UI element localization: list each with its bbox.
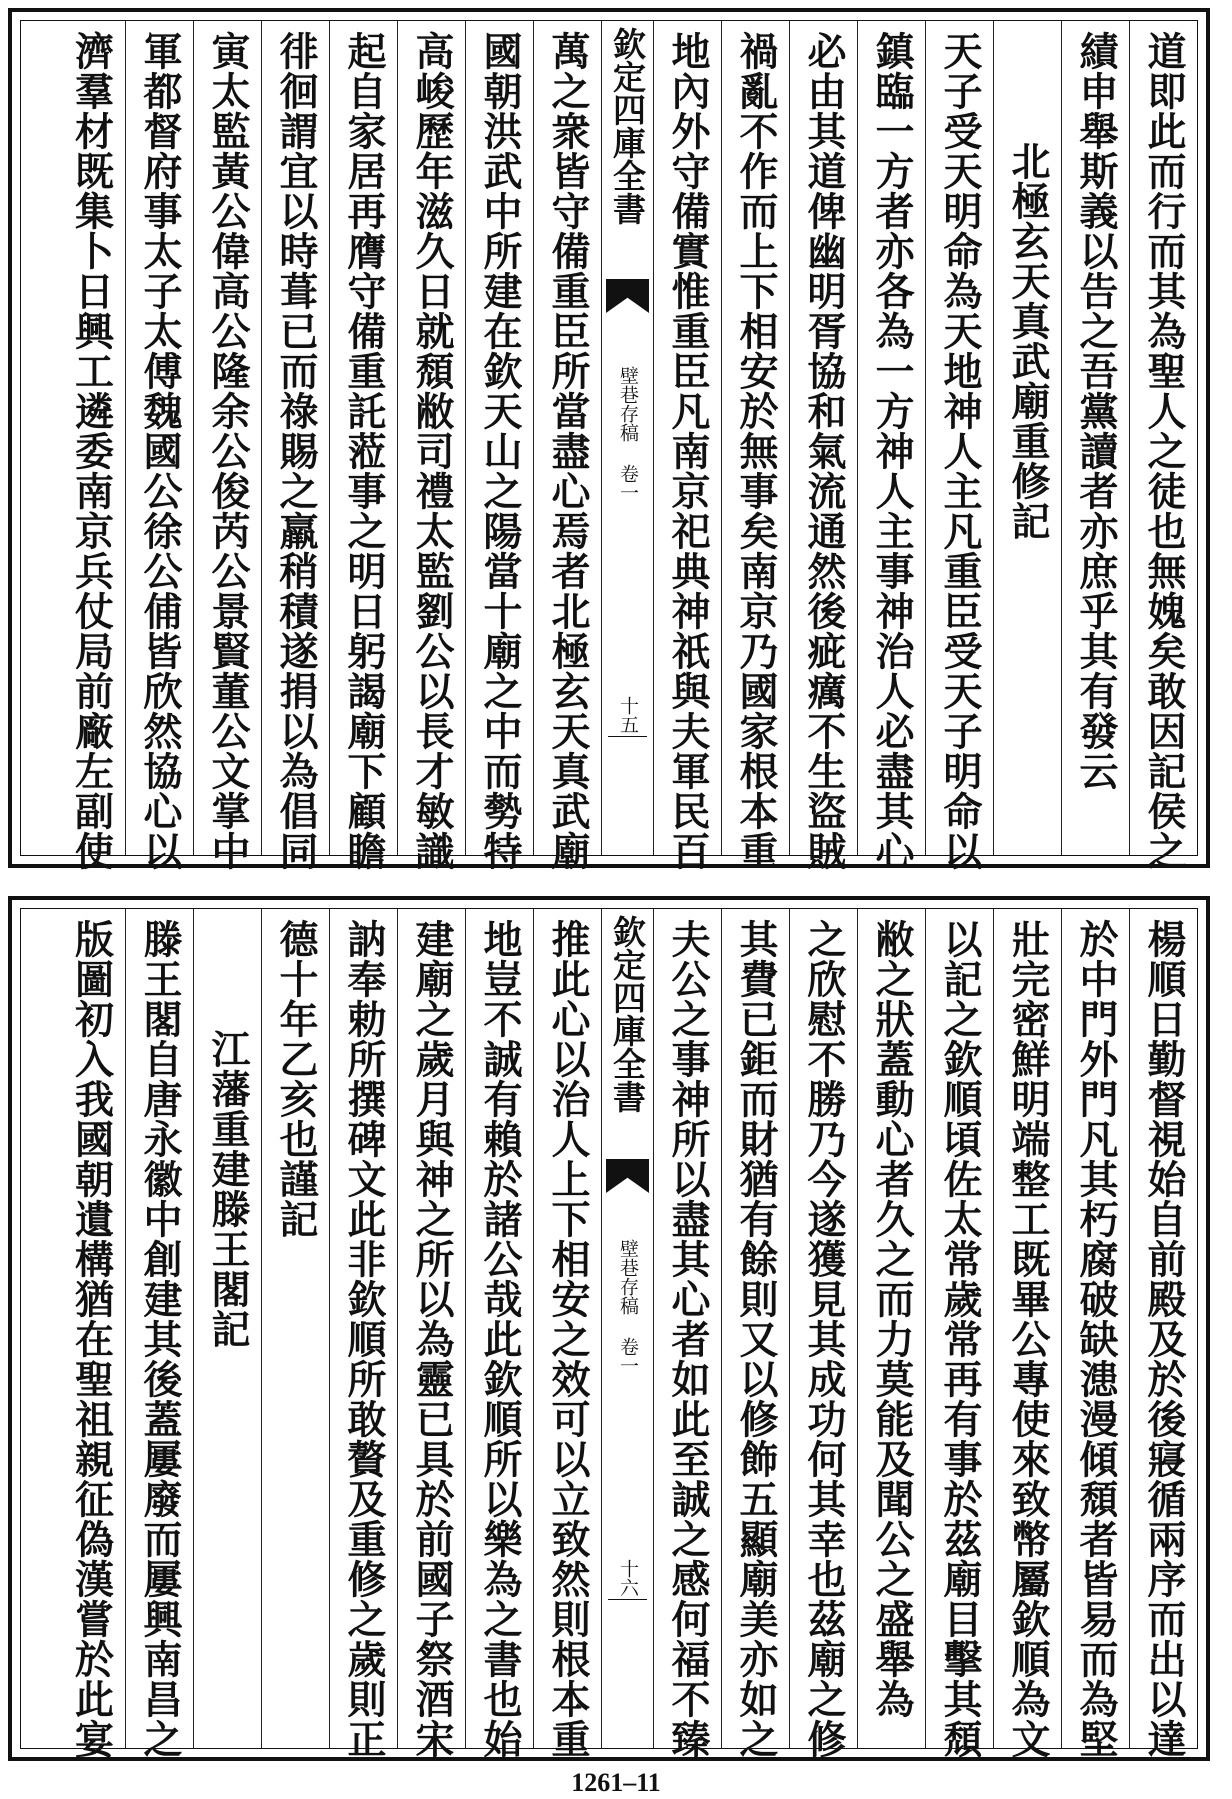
column-text: 訥奉勅所撰碑文此非欽順所敢贅及重修之歲則正 <box>341 919 387 1759</box>
column-text: 徘徊謂宜以時葺已而祿賜之羸稍積遂捐以為倡同 <box>273 31 319 871</box>
column-text: 德十年乙亥也謹記 <box>273 919 319 1239</box>
column-text: 夫公之事神所以盡其心者如此至誠之感何福不臻 <box>665 919 711 1759</box>
text-column <box>57 21 125 871</box>
bottom-page-frame <box>20 908 1198 1759</box>
column-text: 軍都督府事太子太傅魏國公徐公俌皆欣然協心以 <box>137 31 183 871</box>
column-text: 天子受天明命為天地神人主凡重臣受天子明命以 <box>937 31 983 871</box>
column-text: 推此心以治人上下相安之效可以立致然則根本重 <box>545 919 591 1759</box>
text-column <box>857 21 925 871</box>
text-column <box>925 909 993 1759</box>
column-text: 版圖初入我國朝遺構猶在聖祖親征偽漢嘗於此宴 <box>68 919 115 1759</box>
text-column <box>653 909 721 1759</box>
column-text: 績申舉斯義以告之吾黨讀者亦庶乎其有發云 <box>1073 31 1119 791</box>
column-text: 滕王閣自唐永徽中創建其後蓋屢廢而屢興南昌之 <box>137 919 183 1759</box>
text-column <box>125 21 193 871</box>
column-text: 禍亂不作而上下相安於無事矣南京乃國家根本重 <box>733 31 779 871</box>
text-column <box>1061 909 1129 1759</box>
volume-label: 壁巷存稿 卷一 <box>617 1239 639 1375</box>
column-text: 地豈不誠有賴於諸公哉此欽順所以樂為之書也始 <box>477 919 523 1759</box>
top-page <box>8 8 1210 871</box>
fold-rule <box>608 1599 647 1600</box>
text-column <box>1129 21 1197 871</box>
column-text: 以記之欽順頃佐太常歲常再有事於茲廟目擊其頹 <box>937 919 983 1759</box>
text-column <box>533 909 601 1759</box>
column-text: 起自家居再膺守備重託蒞事之明日躬謁廟下顧瞻 <box>341 31 387 871</box>
text-column <box>397 21 465 871</box>
text-column <box>789 21 857 871</box>
column-text: 國朝洪武中所建在欽天山之陽當十廟之中而勢特 <box>477 31 523 871</box>
text-column <box>653 21 721 871</box>
text-column <box>721 21 789 871</box>
text-column <box>1129 909 1197 1759</box>
section-title-column <box>193 909 261 1748</box>
text-column <box>261 909 329 1748</box>
page-number: 十五 <box>617 696 639 734</box>
column-text: 壯完密鮮明端整工既畢公專使來致幣屬欽順為文 <box>1005 919 1051 1759</box>
text-column <box>125 909 193 1759</box>
text-column <box>1061 21 1129 855</box>
text-column <box>397 909 465 1759</box>
column-text: 敝之狀蓋動心者久之而力莫能及聞公之盛舉為 <box>869 919 915 1719</box>
top-page-frame <box>20 20 1198 871</box>
text-column <box>57 909 125 1759</box>
center-fold <box>601 909 653 1748</box>
text-column <box>533 21 601 871</box>
text-column <box>329 909 397 1759</box>
text-column <box>857 909 925 1748</box>
column-text: 萬之衆皆守備重臣所當盡心焉者北極玄天真武廟 <box>545 31 591 871</box>
column-text: 濟羣材既集卜日興工遴委南京兵仗局前廠左副使 <box>68 31 115 871</box>
text-column <box>993 909 1061 1759</box>
column-text: 於中門外門凡其朽腐破缺漶漫傾頹者皆易而為堅 <box>1073 919 1119 1759</box>
column-text: 寅太監黃公偉高公隆余公俊芮公景賢董公文掌中 <box>205 31 251 871</box>
section-title: 江藩重建滕王閣記 <box>205 1029 251 1349</box>
text-column <box>721 909 789 1759</box>
column-text: 建廟之歲月與神之所以為靈已具於前國子祭酒宋 <box>409 919 455 1759</box>
bottom-page <box>8 896 1210 1761</box>
column-text: 道即此而行而其為聖人之徒也無媿矣敢因記侯之 <box>1141 31 1187 871</box>
column-text: 其費已鉅而財猶有餘則又以修飾五顯廟美亦如之 <box>733 919 779 1759</box>
column-text: 高峻歷年滋久日就頹敝司禮太監劉公以長才敏識 <box>409 31 455 871</box>
column-text: 之欣慰不勝乃今遂獲見其成功何其幸也茲廟之修 <box>801 919 847 1759</box>
text-column <box>465 21 533 871</box>
section-title-column <box>993 21 1061 855</box>
book-title: 欽定四庫全書 <box>608 27 647 225</box>
center-fold <box>601 21 653 855</box>
text-column <box>925 21 993 871</box>
text-column <box>465 909 533 1759</box>
fishtail-mark <box>606 279 649 313</box>
text-column <box>261 21 329 871</box>
fold-rule <box>608 736 647 737</box>
text-column <box>193 21 261 871</box>
text-column <box>789 909 857 1759</box>
column-text: 楊順日勤督視始自前殿及於後寢循兩序而出以達 <box>1141 919 1187 1759</box>
volume-label: 壁巷存稿 卷一 <box>617 366 639 502</box>
column-text: 地內外守備實惟重臣凡南京祀典神祇與夫軍民百 <box>665 31 711 871</box>
page-footer-label: 1261–11 <box>571 1768 661 1797</box>
book-title: 欽定四庫全書 <box>608 915 647 1113</box>
column-text: 必由其道俾幽明胥協和氣流通然後疵癘不生盜賊 <box>801 31 847 871</box>
page-number: 十六 <box>617 1559 639 1597</box>
column-text: 鎮臨一方者亦各為一方神人主事神治人必盡其心 <box>869 31 915 871</box>
section-title: 北極玄天真武廟重修記 <box>1005 141 1051 541</box>
text-column <box>329 21 397 871</box>
fishtail-mark <box>606 1159 649 1193</box>
